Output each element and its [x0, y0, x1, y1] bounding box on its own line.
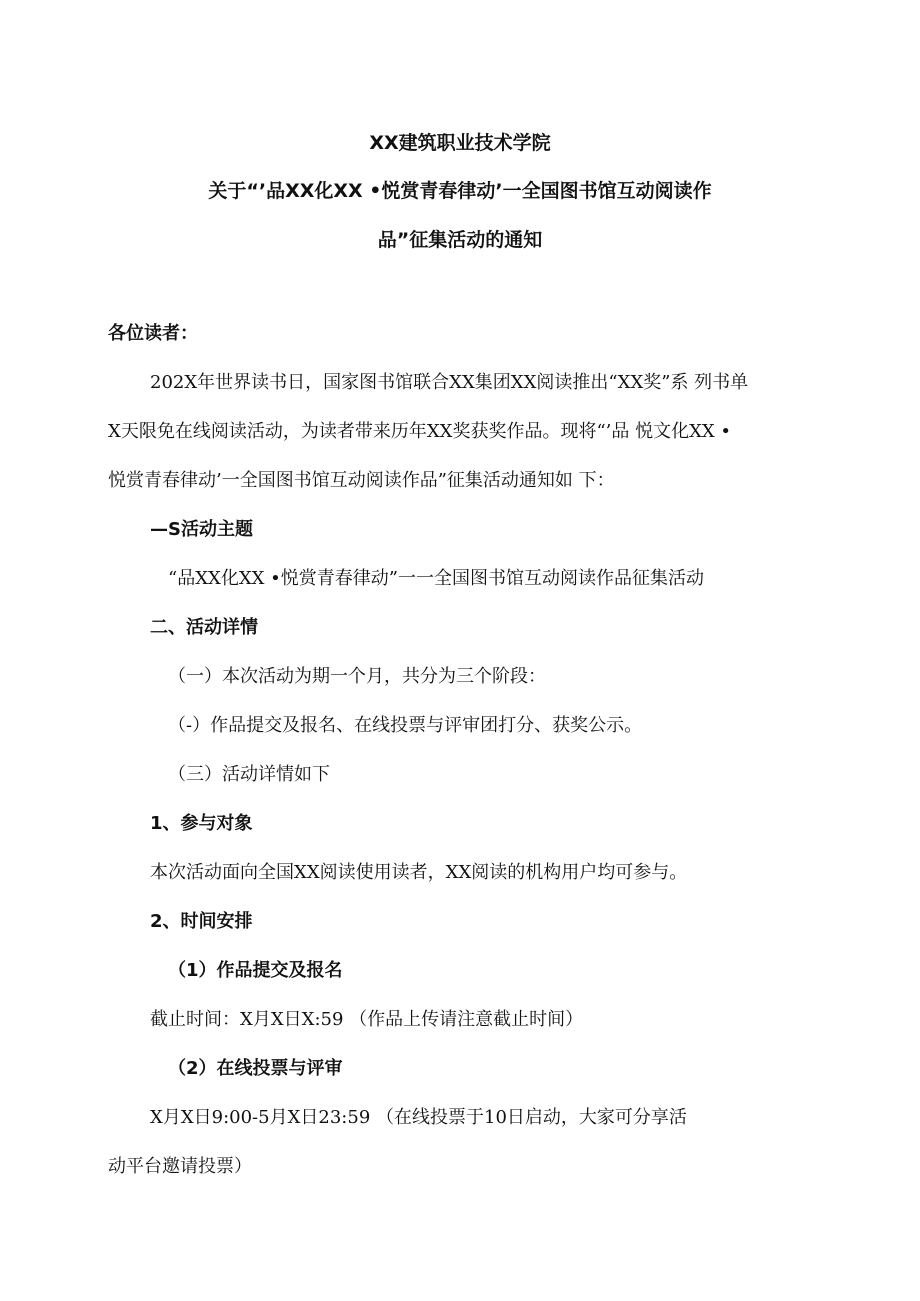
section-heading-details: 二、活动详情 [150, 617, 258, 638]
participants-text: 本次活动面向全国XX阅读使用读者，XX阅读的机构用户均可参与。 [150, 862, 688, 883]
intro-paragraph-line-1: 202X年世界读书日，国家图书馆联合XX集团XX阅读推出“XX奖”系 列书单 [150, 372, 749, 393]
notice-title-line-2: 品”征集活动的通知 [377, 229, 543, 251]
stage-2-text-line-2: 动平台邀请投票） [108, 1156, 252, 1177]
stage-2-heading: （2）在线投票与评审 [168, 1058, 343, 1079]
salutation: 各位读者： [108, 323, 198, 344]
subheading-schedule: 2、时间安排 [150, 911, 253, 932]
intro-paragraph-line-3: 悦赏青春律动’一全国图书馆互动阅读作品”征集活动通知如 下： [108, 470, 615, 491]
subheading-participants: 1、参与对象 [150, 813, 253, 834]
intro-paragraph-line-2: X天限免在线阅读活动，为读者带来历年XX奖获奖作品。现将“’品 悦文化XX • [108, 421, 732, 442]
detail-item-2: （-）作品提交及报名、在线投票与评审团打分、获奖公示。 [168, 715, 643, 736]
detail-item-1: （一）本次活动为期一个月，共分为三个阶段： [168, 666, 546, 687]
stage-1-heading: （1）作品提交及报名 [168, 960, 343, 981]
stage-2-text-line-1: X月X日9:00-5月X日23:59 （在线投票于10日启动，大家可分享活 [150, 1107, 687, 1128]
detail-item-3: （三）活动详情如下 [168, 764, 330, 785]
theme-text: “品XX化XX •悦赏青春律动”一一全国图书馆互动阅读作品征集活动 [168, 568, 704, 589]
stage-1-deadline: 截止时间：X月X日X:59 （作品上传请注意截止时间） [150, 1009, 584, 1030]
school-name: XX建筑职业技术学院 [369, 132, 551, 154]
notice-title-line-1: 关于“’品XX化XX •悦赏青春律动’一全国图书馆互动阅读作 [208, 180, 712, 202]
section-heading-theme: —S活动主题 [150, 519, 253, 540]
